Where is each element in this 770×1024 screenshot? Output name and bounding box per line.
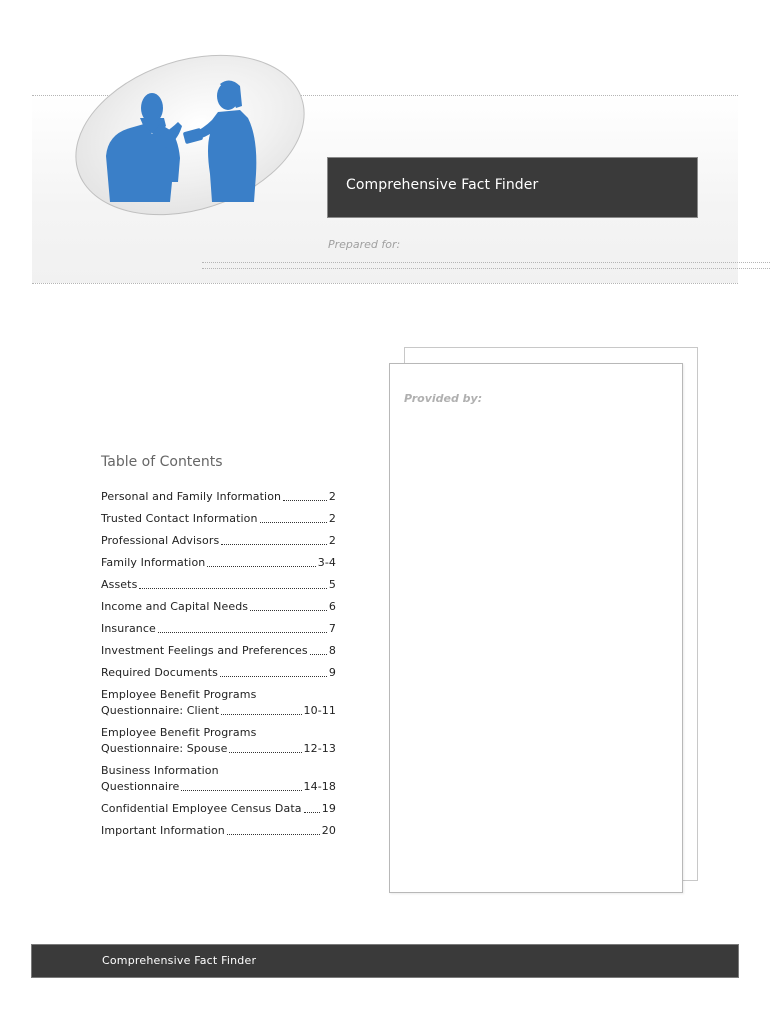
woman-silhouette	[183, 80, 257, 202]
toc-entry[interactable]	[101, 621, 336, 637]
toc-entry[interactable]	[101, 533, 336, 549]
toc-entry-label: Trusted Contact Information	[101, 512, 258, 525]
toc-entry-label: Investment Feelings and Preferences	[101, 644, 308, 657]
toc-entry[interactable]	[101, 823, 336, 839]
toc-entry-page: 6	[328, 600, 336, 613]
toc-dot-leader	[250, 610, 327, 611]
toc-entry[interactable]	[101, 555, 336, 571]
toc-entry-page: 2	[328, 512, 336, 525]
toc-dot-leader	[304, 812, 320, 813]
man-silhouette	[106, 93, 182, 202]
toc-dot-leader	[220, 676, 327, 677]
toc-entry[interactable]	[101, 511, 336, 527]
toc-dot-leader	[207, 566, 315, 567]
toc-entry-label: Professional Advisors	[101, 534, 220, 547]
footer-title: Comprehensive Fact Finder	[102, 954, 257, 967]
toc-entry-label: Business Information	[101, 764, 219, 777]
toc-entry-page: 19	[321, 802, 336, 815]
toc-entry[interactable]	[101, 599, 336, 615]
toc-entry-label: Personal and Family Information	[101, 490, 282, 503]
toc-entry-page: 8	[328, 644, 336, 657]
toc-entry-label: Important Information	[101, 824, 225, 837]
toc-entry-label: Employee Benefit Programs	[101, 726, 257, 739]
provided-by-label: Provided by:	[404, 392, 483, 405]
toc-dot-leader	[227, 834, 320, 835]
toc-dot-leader	[221, 714, 301, 715]
toc-entry-page: 20	[321, 824, 336, 837]
toc-entry-page: 5	[328, 578, 336, 591]
toc-entry[interactable]	[101, 577, 336, 593]
toc-entry-label: Required Documents	[101, 666, 218, 679]
toc-entry-page: 14-18	[303, 780, 336, 793]
toc-entry[interactable]	[101, 489, 336, 505]
toc-dot-leader	[158, 632, 327, 633]
toc-entry-page: 3-4	[317, 556, 336, 569]
document-title-box	[328, 158, 697, 217]
toc-entry[interactable]	[101, 725, 336, 757]
toc-entry-page: 10-11	[303, 704, 336, 717]
toc-list	[101, 489, 336, 845]
toc-dot-leader	[260, 522, 327, 523]
toc-dot-leader	[229, 752, 301, 753]
business-people-illustration	[100, 78, 280, 202]
toc-entry-label: Insurance	[101, 622, 156, 635]
prepared-for-rule-1	[202, 262, 770, 263]
document-title: Comprehensive Fact Finder	[346, 177, 539, 193]
toc-entry-label: Income and Capital Needs	[101, 600, 249, 613]
toc-entry-label: Questionnaire: Client	[101, 704, 220, 717]
provided-by-card	[389, 363, 683, 893]
toc-entry[interactable]	[101, 801, 336, 817]
toc-entry-page: 12-13	[303, 742, 336, 755]
toc-entry[interactable]	[101, 687, 336, 719]
toc-dot-leader	[221, 544, 327, 545]
toc-entry[interactable]	[101, 665, 336, 681]
toc-dot-leader	[283, 500, 327, 501]
prepared-for-label: Prepared for:	[328, 238, 401, 251]
toc-entry-page: 7	[328, 622, 336, 635]
toc-entry-page: 2	[328, 534, 336, 547]
toc-entry-label: Family Information	[101, 556, 206, 569]
toc-title: Table of Contents	[101, 454, 223, 470]
toc-entry-page: 9	[328, 666, 336, 679]
toc-entry-label: Questionnaire: Spouse	[101, 742, 228, 755]
toc-entry-page: 2	[328, 490, 336, 503]
toc-entry[interactable]	[101, 763, 336, 795]
toc-entry-label: Assets	[101, 578, 138, 591]
header-bottom-dotted-rule	[32, 283, 738, 284]
toc-entry-label: Employee Benefit Programs	[101, 688, 257, 701]
toc-dot-leader	[139, 588, 326, 589]
prepared-for-rule-2	[202, 268, 770, 269]
toc-dot-leader	[310, 654, 327, 655]
toc-dot-leader	[181, 790, 301, 791]
toc-entry-label: Questionnaire	[101, 780, 180, 793]
toc-entry[interactable]	[101, 643, 336, 659]
toc-entry-label: Confidential Employee Census Data	[101, 802, 302, 815]
footer-bar	[32, 945, 738, 977]
